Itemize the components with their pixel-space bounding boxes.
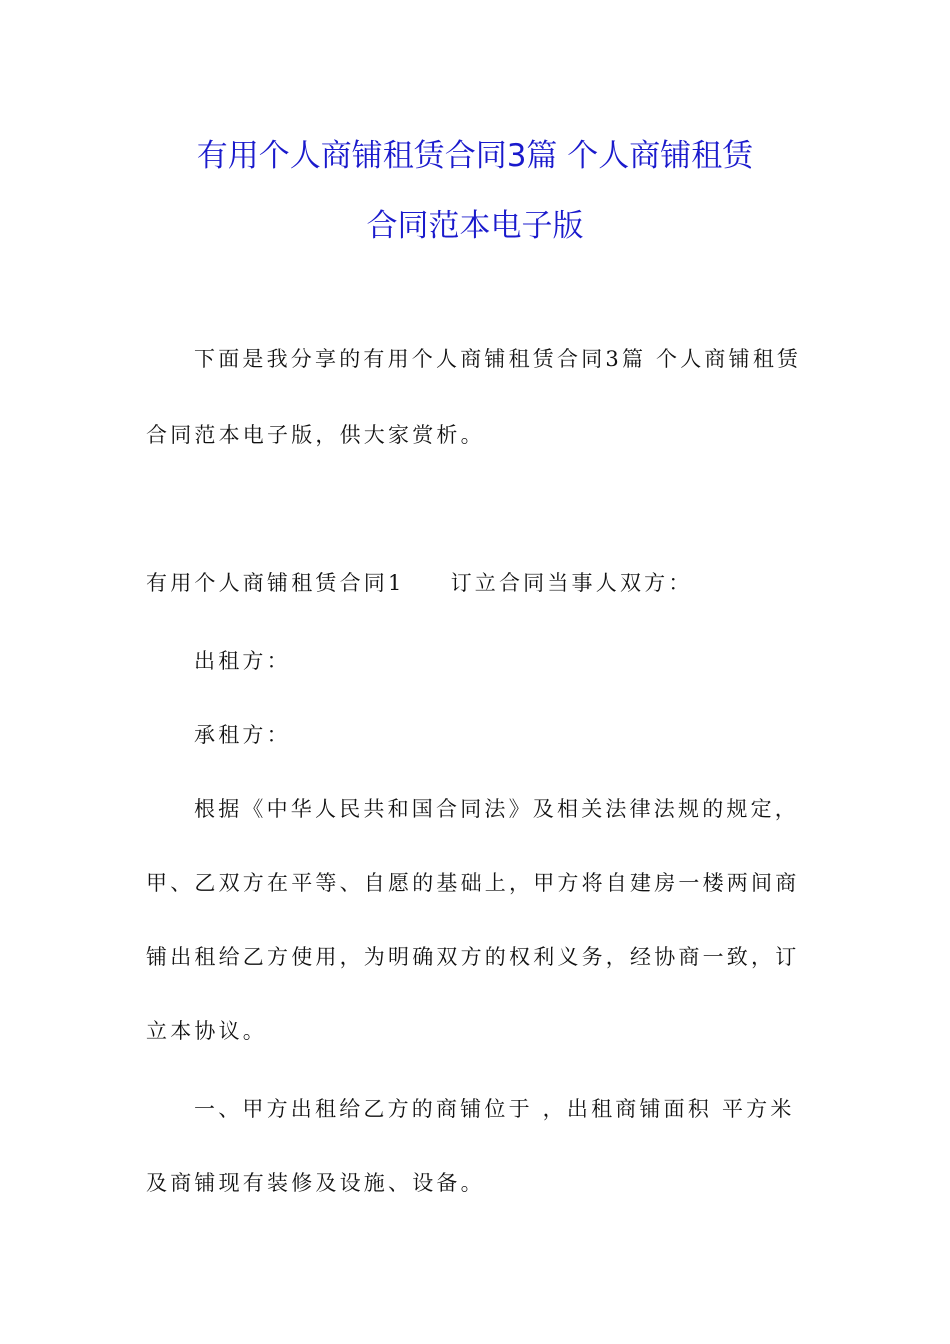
document-title-line-1: 有用个人商铺租赁合同3篇 个人商铺租赁 (196, 138, 754, 174)
basis-line-4: 立本协议。 (146, 1019, 267, 1043)
lessee-label: 承租方： (194, 723, 291, 747)
section-heading-row (146, 568, 806, 598)
document-title-line-2: 合同范本电子版 (366, 208, 584, 244)
basis-line-1: 根据《中华人民共和国合同法》及相关法律法规的规定， (194, 797, 799, 821)
clause-1-line-2: 及商铺现有装修及设施、设备。 (146, 1171, 485, 1195)
lessor-label: 出租方： (194, 649, 291, 673)
clause-1-line-1: 一、甲方出租给乙方的商铺位于 ，出租商铺面积 平方米 (194, 1097, 795, 1121)
basis-line-3: 铺出租给乙方使用，为明确双方的权利义务，经协商一致，订 (146, 945, 800, 969)
section-heading: 有用个人商铺租赁合同1 (146, 571, 405, 595)
section-subheading: 订立合同当事人双方： (450, 571, 693, 595)
basis-line-2: 甲、乙双方在平等、自愿的基础上，甲方将自建房一楼两间商 (146, 871, 800, 895)
intro-line-1: 下面是我分享的有用个人商铺租赁合同3篇 个人商铺租赁 (194, 347, 802, 371)
intro-line-2: 合同范本电子版，供大家赏析。 (146, 423, 485, 447)
